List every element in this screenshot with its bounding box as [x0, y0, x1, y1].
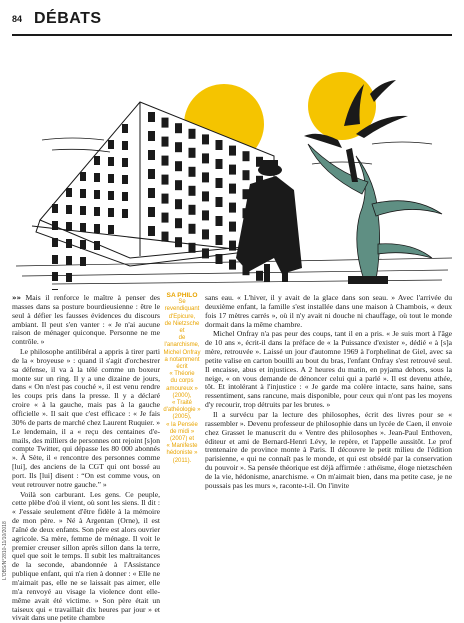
window-shape	[202, 229, 209, 239]
window-shape	[94, 156, 100, 165]
page-header	[12, 10, 452, 32]
window-shape	[229, 241, 236, 251]
window-shape	[94, 173, 100, 182]
window-shape	[52, 272, 58, 281]
window-shape	[202, 191, 209, 201]
window-shape	[229, 203, 236, 213]
window-shape	[108, 157, 114, 166]
sidebar-line: « la Pensée	[166, 421, 198, 428]
window-shape	[52, 204, 58, 213]
window-shape	[66, 222, 72, 231]
window-shape	[202, 210, 209, 220]
window-shape	[94, 241, 100, 250]
window-shape	[108, 208, 114, 217]
sidebar-line: du corps	[170, 378, 194, 385]
window-shape	[162, 156, 169, 166]
window-shape	[148, 207, 155, 217]
window-shape	[216, 235, 223, 245]
window-shape	[122, 192, 128, 201]
window-shape	[175, 218, 182, 228]
sidebar-box	[163, 292, 201, 465]
sidebar-line: hédoniste »	[166, 450, 198, 457]
sidebar-line: « Traité	[171, 400, 192, 407]
sidebar-line: Se	[178, 299, 186, 306]
continuation-mark: »»	[12, 294, 22, 302]
window-shape	[122, 141, 128, 150]
window-shape	[122, 124, 128, 133]
window-shape	[216, 140, 223, 150]
window-shape	[52, 289, 58, 290]
window-shape	[229, 184, 236, 194]
sidebar-line: (2005),	[172, 414, 192, 421]
article-paragraph	[12, 294, 160, 347]
window-shape	[52, 221, 58, 230]
window-shape	[216, 197, 223, 207]
window-shape	[189, 205, 196, 215]
window-shape	[229, 222, 236, 232]
window-shape	[189, 224, 196, 234]
window-shape	[189, 167, 196, 177]
window-shape	[162, 175, 169, 185]
window-shape	[148, 131, 155, 141]
window-shape	[80, 206, 86, 215]
window-shape	[216, 178, 223, 188]
window-shape	[66, 273, 72, 282]
window-shape	[175, 237, 182, 247]
window-shape	[189, 243, 196, 253]
window-shape	[189, 148, 196, 158]
window-shape	[66, 256, 72, 265]
spine-text: L'OBS/N°2810-11/10/2018	[2, 521, 8, 580]
sidebar-line: d'athéologie »	[163, 407, 201, 414]
sidebar-line: (2000),	[172, 392, 192, 399]
sidebar-line: amoureux »	[166, 385, 198, 392]
window-shape	[216, 216, 223, 226]
window-shape	[66, 239, 72, 248]
sidebar-text	[163, 299, 201, 465]
window-shape	[80, 189, 86, 198]
window-shape	[229, 146, 236, 156]
window-shape	[108, 225, 114, 234]
window-shape	[108, 140, 114, 149]
window-shape	[122, 209, 128, 218]
window-shape	[94, 224, 100, 233]
window-shape	[162, 194, 169, 204]
window-shape	[108, 191, 114, 200]
window-shape	[229, 260, 236, 270]
window-shape	[148, 150, 155, 160]
window-shape	[162, 232, 169, 242]
window-shape	[243, 151, 250, 161]
sidebar-line: Michel Onfray	[163, 349, 201, 356]
window-shape	[66, 188, 72, 197]
window-shape	[162, 137, 169, 147]
article-paragraph: Voilà son carburant. Les gens. Ce peuple, cette plèbe d'où il vient, où sont les siens. Il dit : « J'essaie seulement d'être fidèle à la mémoire de mon père. » Né à Argentan (Orne), il est l'aîné de deux enfants. Son père est alors ouvrier agricole. Sa mère, femme de ménage. Il voit le premier creuser sillon après sillon dans la terre, quel que soit le temps. Il subit les maltraitances de la seconde, abandonnée à l'Assistance publique enfant, qui n'a rien à donner : « Elle ne m'aimait pas, elle ne se laissait pas aimer, elle m'a renvoyé au visage la violence dont elle-même avait été victime. » Son père était un taiseux qui « travaillait dix heures par jour » et vivait dans une petite chambre	[12, 489, 160, 623]
window-shape	[94, 207, 100, 216]
section-title: DÉBATS	[34, 10, 102, 27]
window-shape	[175, 180, 182, 190]
article-paragraph: Michel Onfray n'a pas peur des coups, tant il en a pris. « Je suis mort à l'âge de 10 ans », écrit-il dans la préface de « la Puissance d'exister », dédié « à [s]a mère, retrouvée ». Laissé un jour d'automne 1969 à l'orphelinat de Giel, avec sa petite valise en carton bouilli au bout du bras, l'enfant Onfray s'est retrouvé seul. Il encaisse, abus et injustices. A 2 heures du matin, en pyjama dehors, sous la neige, « on vous demande de dénoncer celui qui a parlé ». Il est devenu athée, tôt. Et intolérant à l'injustice : « Je garde ma colère intacte, sans haine, sans ressentiment, sans rancune, mais disponible, pour ceux qui n'ont pas les moyens d'y recourir, trop détruits par les brutes. »	[205, 329, 452, 410]
window-shape	[80, 240, 86, 249]
sidebar-title: SA PHILO	[166, 292, 198, 299]
window-shape	[175, 142, 182, 152]
window-shape	[162, 118, 169, 128]
window-shape	[52, 255, 58, 264]
sculpture-shape	[308, 144, 442, 284]
window-shape	[122, 175, 128, 184]
sidebar-line: et	[179, 328, 185, 335]
window-shape	[148, 226, 155, 236]
sidebar-line: de l'anarchisme,	[164, 335, 200, 349]
sidebar-line: « Théorie	[169, 371, 195, 378]
window-shape	[256, 157, 263, 167]
sidebar-line: (2011).	[172, 457, 192, 464]
sidebar-line: (2007) et	[169, 436, 194, 443]
article-column-left	[12, 294, 160, 623]
window-shape	[66, 205, 72, 214]
window-shape	[122, 158, 128, 167]
window-shape	[52, 238, 58, 247]
window-shape	[175, 161, 182, 171]
article-paragraph: Il a survécu par la lecture des philosophes, écrit des livres pour se « rassembler ». Devenu professeur de philosophie dans un lycée de Caen, il envoie chez Grasset le manuscrit du « Ventre des philosophes ». Jean-Paul Enthoven, éditeur et ami de Bernard-Henri Lévy, le repère, et l'appelle aussitôt. Le prof trentenaire de province monte à Paris. Il découvre le petit milieu de l'édition parisienne, « qui ne connaît pas le monde, et qui est obsédé par la conservation du pouvoir ». Sa pensée théorique est déjà affirmée : athéisme, éloge nietzschéen de la vie, hédonisme, anarchisme. « On m'aimait bien, dans ma petite case, je ne poussais pas les murs », raconte-t-il. On l'invite	[205, 409, 452, 490]
window-shape	[202, 134, 209, 144]
page-number: 84	[12, 14, 23, 24]
window-shape	[189, 186, 196, 196]
window-shape	[202, 172, 209, 182]
window-shape	[148, 169, 155, 179]
window-shape	[202, 153, 209, 163]
window-shape	[229, 165, 236, 175]
window-shape	[162, 213, 169, 223]
spine-caption	[2, 470, 10, 580]
window-shape	[148, 188, 155, 198]
window-shape	[175, 123, 182, 133]
sidebar-line: « Manifeste	[166, 443, 198, 450]
window-shape	[80, 223, 86, 232]
window-shape	[148, 112, 155, 122]
window-shape	[175, 199, 182, 209]
illustration-art	[12, 44, 452, 290]
sidebar-line: a notamment	[164, 356, 200, 363]
illustration	[12, 44, 452, 290]
header-rule	[12, 34, 452, 36]
sidebar-line: de Nietzsche	[164, 320, 200, 327]
window-shape	[216, 159, 223, 169]
sidebar-line: revendiquant	[164, 306, 200, 313]
article-column-right	[205, 294, 452, 491]
window-shape	[94, 190, 100, 199]
window-shape	[189, 129, 196, 139]
sidebar-line: écrit	[176, 364, 188, 371]
sidebar-line: de midi »	[169, 428, 195, 435]
paragraph-text: Mais il renforce le maître à penser des masses dans sa posture bourdieusienne : être le seul à défier les fausses évidences du discours ambiant. Il peut s'en vanter : « Je n'ai aucune raison de ménager quiconque. Personne ne me contrôle. »	[12, 293, 160, 347]
window-shape	[80, 172, 86, 181]
article-paragraph: Le philosophe antilibéral a appris à tirer parti de la « broyeuse » : quand il s'agit d'orchestrer sa défense, il va à la télé comme un boxeur monte sur un ring. Il y a une dizaine de jours, dans « On n'est pas couché », il est venu rendre les coups pris dans la presse. Il y a déclaré croire « à la gauche, mais pas à la gauche officielle ». Il sait que c'est efficace : « Je fais 30% de parts de marché chez Laurent Ruquier. » Le lendemain, il a « reçu des centaines d'e-mails, des milliers de personnes ont rejoint [s]on compte Twitter, qui dépasse les 80 000 abonnés ». À Sète, il « rencontre des personnes comme [lui], des anciens de la CGT qui ont bossé au port. Ils [lui] disent : “On est comme vous, on veut retrouver notre gauche.” »	[12, 347, 160, 489]
sidebar-line: d'Epicure,	[168, 313, 196, 320]
window-shape	[243, 170, 250, 180]
window-shape	[202, 248, 209, 258]
window-shape	[108, 174, 114, 183]
article-paragraph: sans eau. « L'hiver, il y avait de la glace dans son seau. » Avec l'arrivée du deuxième enfant, la famille s'est installée dans une maison à Chambois, « deux fois 17 mètres carrés », où il n'y avait ni douche ni chauffage, où tout le monde dormait dans la même chambre.	[205, 293, 452, 329]
